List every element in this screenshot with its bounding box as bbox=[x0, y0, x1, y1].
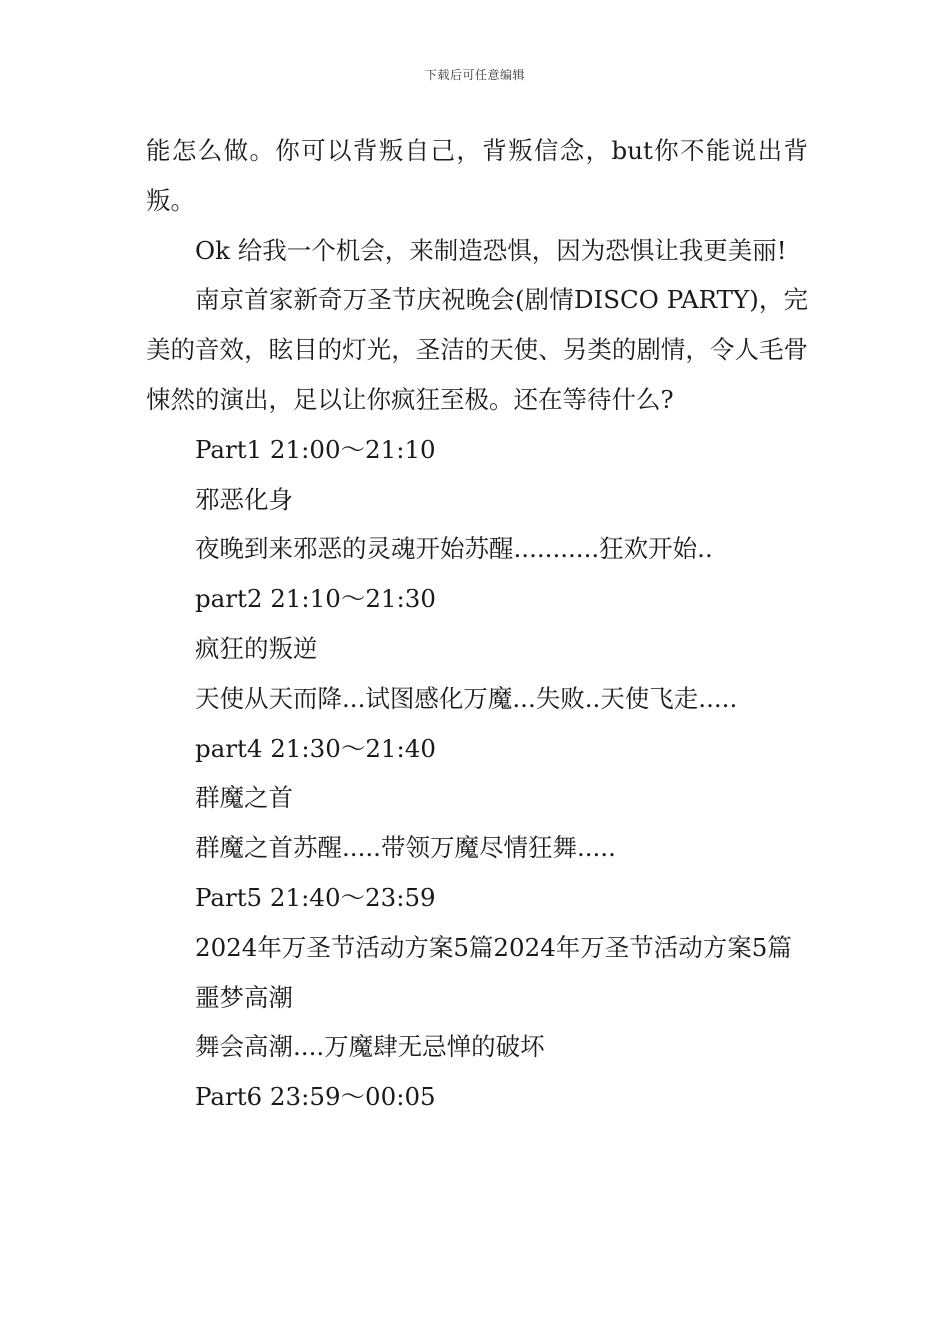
paragraph: 南京首家新奇万圣节庆祝晚会(剧情DISCO PARTY)，完美的音效，眩目的灯光，圣洁的天使、另类的剧情，令人毛骨悚然的演出，足以让你疯狂至极。还在等待什么? bbox=[146, 285, 808, 414]
paragraph: Part6 23:59～00:05 bbox=[195, 1082, 436, 1112]
paragraph: 疯狂的叛逆 bbox=[195, 633, 318, 663]
document-body bbox=[146, 126, 808, 1122]
paragraph: 邪恶化身 bbox=[195, 484, 293, 514]
paragraph: part2 21:10～21:30 bbox=[195, 584, 436, 614]
paragraph: Part1 21:00～21:10 bbox=[195, 434, 436, 464]
paragraph: 舞会高潮....万魔肆无忌惮的破坏 bbox=[195, 1032, 545, 1062]
page-header: 下载后可任意编辑 bbox=[424, 68, 525, 82]
paragraph: 群魔之首苏醒.....带领万魔尽情狂舞..... bbox=[195, 833, 616, 863]
paragraph: Part5 21:40～23:59 bbox=[195, 882, 436, 912]
paragraph: Ok 给我一个机会，来制造恐惧，因为恐惧让我更美丽! bbox=[195, 235, 787, 265]
paragraph: 2024年万圣节活动方案5篇2024年万圣节活动方案5篇 bbox=[195, 932, 792, 962]
paragraph: part4 21:30～21:40 bbox=[195, 733, 436, 763]
paragraph: 群魔之首 bbox=[195, 783, 293, 813]
paragraph: 噩梦高潮 bbox=[195, 982, 293, 1012]
paragraph: 能怎么做。你可以背叛自己，背叛信念，but你不能说出背叛。 bbox=[146, 136, 808, 215]
paragraph: 天使从天而降...试图感化万魔...失败..天使飞走..... bbox=[195, 683, 738, 713]
paragraph: 夜晚到来邪恶的灵魂开始苏醒...........狂欢开始.. bbox=[195, 534, 713, 564]
